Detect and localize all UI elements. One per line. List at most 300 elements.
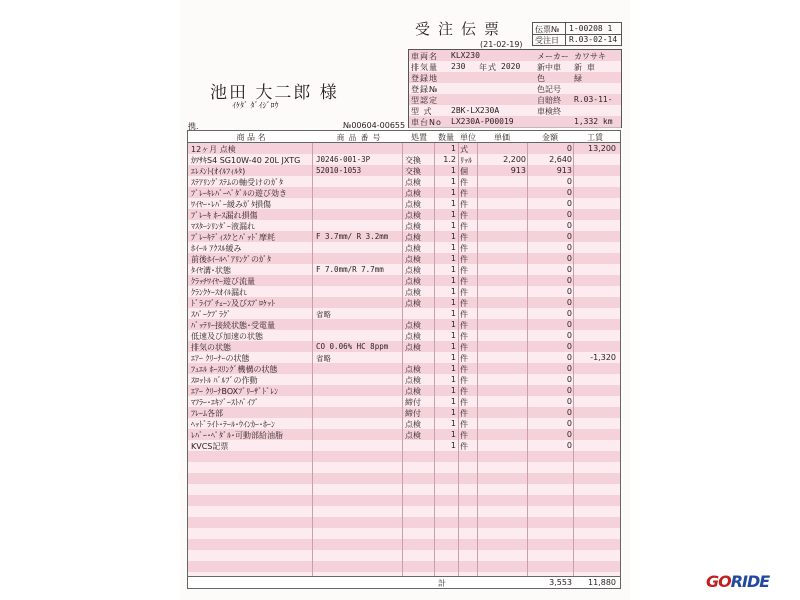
- cell-name: ﾌｭｴﾙ ﾎｰｽﾘﾝｸﾞ機構の状態: [191, 365, 278, 374]
- column-divider: [402, 330, 403, 341]
- column-divider: [402, 550, 403, 561]
- column-divider: [573, 187, 574, 198]
- cell-action: 締付: [405, 398, 421, 407]
- cell-amount: 0: [566, 144, 572, 153]
- table-row: [188, 374, 620, 385]
- cell-name: ｽﾛｯﾄﾙ ﾊﾞﾙﾌﾞの作動: [191, 376, 258, 385]
- column-divider: [458, 561, 459, 572]
- vehicle-value: 1,332 km: [574, 117, 613, 126]
- column-divider: [573, 495, 574, 506]
- column-divider: [458, 396, 459, 407]
- cell-price: 2,200: [503, 155, 526, 164]
- column-divider: [402, 352, 403, 363]
- column-divider: [477, 319, 478, 330]
- logo-go: GO: [706, 572, 731, 591]
- column-divider: [434, 176, 435, 187]
- column-divider: [573, 154, 574, 165]
- column-divider: [312, 363, 313, 374]
- column-divider: [573, 418, 574, 429]
- column-divider: [573, 440, 574, 451]
- cell-qty: 1: [450, 144, 456, 153]
- column-divider: [458, 539, 459, 550]
- cell-unit: 件: [460, 343, 468, 352]
- cell-action: 点検: [405, 299, 421, 308]
- table-row: [188, 341, 620, 352]
- total-labor: 11,880: [588, 578, 616, 587]
- column-divider: [402, 517, 403, 528]
- slip-value: R.03-02-14: [569, 35, 618, 44]
- cell-part: CO 0.06% HC 8ppm: [316, 342, 389, 351]
- document-date: (21-02-19): [480, 40, 523, 49]
- column-divider: [477, 407, 478, 418]
- cell-name: ﾌﾞﾚｰｷﾚﾊﾞｰﾍﾟﾀﾞﾙの遊び効き: [191, 189, 287, 198]
- column-divider: [573, 231, 574, 242]
- vehicle-label: 車台No: [411, 118, 442, 127]
- column-divider: [458, 429, 459, 440]
- column-divider: [434, 429, 435, 440]
- column-divider: [573, 242, 574, 253]
- column-divider: [458, 440, 459, 451]
- total-label: 計: [438, 579, 446, 588]
- column-divider: [477, 242, 478, 253]
- column-divider: [573, 484, 574, 495]
- cell-qty: 1: [450, 309, 456, 318]
- column-divider: [573, 297, 574, 308]
- table-row: [188, 319, 620, 330]
- cell-qty: 1: [450, 441, 456, 450]
- cell-unit: 件: [460, 233, 468, 242]
- document-title: 受注伝票: [415, 20, 508, 38]
- column-divider: [573, 473, 574, 484]
- table-row: [188, 352, 620, 363]
- cell-unit: 件: [460, 255, 468, 264]
- cell-amount: 0: [566, 254, 572, 263]
- cell-amount: 0: [566, 287, 572, 296]
- vehicle-label: 新中車: [537, 63, 561, 72]
- column-divider: [477, 517, 478, 528]
- column-divider: [458, 473, 459, 484]
- cell-unit: 件: [460, 222, 468, 231]
- table-row: [188, 231, 620, 242]
- cell-amount: 0: [566, 265, 572, 274]
- column-divider: [527, 539, 528, 550]
- column-divider: [312, 528, 313, 539]
- column-divider: [458, 209, 459, 220]
- cell-name: ｴﾚﾒﾝﾄ(ｵｲﾙﾌｨﾙﾀ): [191, 167, 246, 176]
- cell-qty: 1: [450, 166, 456, 175]
- cell-qty: 1: [450, 177, 456, 186]
- column-divider: [477, 385, 478, 396]
- table-row: [188, 550, 620, 561]
- column-divider: [402, 484, 403, 495]
- cell-name: ﾚﾊﾞｰ･ﾍﾟﾀﾞﾙ･可動部給油脂: [191, 431, 283, 440]
- column-divider: [458, 407, 459, 418]
- cell-name: ｽﾃｱﾘﾝｸﾞｽﾃﾑの軸受けのｶﾞﾀ: [191, 178, 283, 187]
- slip-label: 伝票№: [535, 25, 560, 34]
- table-row: [188, 429, 620, 440]
- column-divider: [477, 264, 478, 275]
- cell-name: ﾏﾌﾗｰ･ｴｷｿﾞｰｽﾄﾊﾟｲﾌﾟ: [191, 398, 259, 407]
- column-divider: [312, 407, 313, 418]
- column-divider: [477, 396, 478, 407]
- cell-unit: 件: [460, 398, 468, 407]
- slip-row: [533, 34, 621, 45]
- cell-name: 前後ﾎｲｰﾙﾍﾞｱﾘﾝｸﾞのｶﾞﾀ: [191, 255, 271, 264]
- column-divider: [402, 473, 403, 484]
- column-divider: [402, 418, 403, 429]
- header-labor: 工賃: [587, 133, 603, 142]
- table-row: [188, 253, 620, 264]
- table-row: [188, 297, 620, 308]
- column-divider: [434, 209, 435, 220]
- table-row: [188, 242, 620, 253]
- column-divider: [477, 473, 478, 484]
- column-divider: [458, 495, 459, 506]
- cell-unit: 件: [460, 288, 468, 297]
- column-divider: [402, 407, 403, 418]
- column-divider: [402, 308, 403, 319]
- column-divider: [573, 253, 574, 264]
- table-row: [188, 440, 620, 451]
- column-divider: [312, 352, 313, 363]
- table-row: [188, 363, 620, 374]
- cell-name: ﾌﾚｰﾑ各部: [191, 409, 223, 418]
- cell-part: 省略: [316, 354, 331, 363]
- column-divider: [312, 253, 313, 264]
- column-divider: [477, 484, 478, 495]
- column-divider: [312, 517, 313, 528]
- slip-value: 1-00208 1: [569, 24, 613, 33]
- cell-amount: 0: [566, 188, 572, 197]
- column-divider: [312, 374, 313, 385]
- cell-action: 点検: [405, 178, 421, 187]
- column-divider: [402, 187, 403, 198]
- cell-unit: 個: [460, 167, 468, 176]
- table-row: [188, 484, 620, 495]
- column-divider: [312, 220, 313, 231]
- table-row: [188, 528, 620, 539]
- column-divider: [312, 154, 313, 165]
- table-row: [188, 220, 620, 231]
- cell-amount: 0: [566, 177, 572, 186]
- column-divider: [458, 374, 459, 385]
- column-divider: [573, 363, 574, 374]
- cell-qty: 1: [450, 210, 456, 219]
- column-divider: [402, 539, 403, 550]
- cell-unit: 件: [460, 442, 468, 451]
- column-divider: [527, 451, 528, 462]
- vehicle-value: カワサキ: [574, 52, 606, 61]
- column-divider: [573, 506, 574, 517]
- column-divider: [477, 440, 478, 451]
- cell-unit: 件: [460, 266, 468, 275]
- document-number: №00604-00655: [343, 121, 406, 130]
- column-divider: [312, 561, 313, 572]
- header-price: 単価: [494, 133, 510, 142]
- column-divider: [402, 451, 403, 462]
- column-divider: [458, 143, 459, 154]
- column-divider: [434, 275, 435, 286]
- column-divider: [573, 374, 574, 385]
- column-divider: [458, 341, 459, 352]
- column-divider: [458, 308, 459, 319]
- column-divider: [402, 242, 403, 253]
- vehicle-label: 型 式: [411, 107, 433, 116]
- vehicle-label: 登録地: [411, 74, 438, 83]
- vehicle-value: KLX230: [451, 51, 480, 60]
- column-divider: [477, 341, 478, 352]
- column-divider: [434, 308, 435, 319]
- column-divider: [434, 187, 435, 198]
- column-divider: [458, 297, 459, 308]
- column-divider: [402, 176, 403, 187]
- cell-action: 点検: [405, 387, 421, 396]
- table-row: [188, 506, 620, 517]
- column-divider: [527, 506, 528, 517]
- cell-part: 省略: [316, 310, 331, 319]
- column-divider: [312, 275, 313, 286]
- table-row: [188, 396, 620, 407]
- column-divider: [402, 231, 403, 242]
- cell-qty: 1: [450, 298, 456, 307]
- column-divider: [477, 286, 478, 297]
- column-divider: [434, 165, 435, 176]
- table-row: [188, 275, 620, 286]
- column-divider: [402, 429, 403, 440]
- column-divider: [434, 253, 435, 264]
- column-divider: [527, 484, 528, 495]
- column-divider: [434, 264, 435, 275]
- cell-name: ｴｱｰ ｸﾘｰﾅBOXﾌﾞﾘｰｻﾞﾄﾞﾚﾝ: [191, 387, 279, 396]
- column-divider: [458, 220, 459, 231]
- table-row: [188, 517, 620, 528]
- column-divider: [477, 297, 478, 308]
- table-row: [188, 495, 620, 506]
- vehicle-label: 排気量: [411, 63, 438, 72]
- column-divider: [477, 209, 478, 220]
- cell-name: ﾌﾞﾚｰｷﾃﾞｨｽｸとﾊﾟｯﾄﾞ摩耗: [191, 233, 275, 242]
- cell-qty: 1: [450, 232, 456, 241]
- cell-action: 点検: [405, 211, 421, 220]
- column-divider: [573, 539, 574, 550]
- header-part: 商 品 番 号: [336, 133, 381, 142]
- cell-action: 点検: [405, 222, 421, 231]
- cell-name: ﾊﾞｯﾃﾘｰ接続状態･受電量: [191, 321, 275, 330]
- column-divider: [573, 429, 574, 440]
- column-divider: [402, 440, 403, 451]
- cell-unit: 件: [460, 310, 468, 319]
- column-divider: [312, 297, 313, 308]
- column-divider: [458, 550, 459, 561]
- column-divider: [312, 550, 313, 561]
- cell-action: 点検: [405, 332, 421, 341]
- total-amount: 3,553: [549, 578, 572, 587]
- column-divider: [312, 484, 313, 495]
- cell-amount: 0: [566, 342, 572, 351]
- cell-action: 点検: [405, 376, 421, 385]
- column-divider: [527, 550, 528, 561]
- cell-part: 52010-1053: [316, 166, 362, 175]
- column-divider: [573, 275, 574, 286]
- column-divider: [402, 374, 403, 385]
- column-divider: [312, 165, 313, 176]
- cell-amount: 0: [566, 243, 572, 252]
- slip-label: 受注日: [535, 36, 559, 45]
- column-divider: [458, 176, 459, 187]
- cell-unit: 件: [460, 189, 468, 198]
- column-divider: [434, 418, 435, 429]
- column-divider: [402, 286, 403, 297]
- column-divider: [434, 198, 435, 209]
- column-divider: [527, 561, 528, 572]
- column-divider: [434, 154, 435, 165]
- column-divider: [312, 264, 313, 275]
- logo-ride: RIDE: [730, 572, 770, 591]
- cell-name: ﾄﾞﾗｲﾌﾞﾁｪｰﾝ及びｽﾌﾟﾛｹｯﾄ: [191, 299, 275, 308]
- column-divider: [434, 385, 435, 396]
- table-row: [188, 154, 620, 165]
- cell-qty: 1: [450, 386, 456, 395]
- vehicle-label: 登録№: [411, 85, 439, 94]
- column-divider: [573, 385, 574, 396]
- column-divider: [434, 539, 435, 550]
- table-header: [188, 131, 620, 143]
- column-divider: [477, 176, 478, 187]
- column-divider: [458, 198, 459, 209]
- column-divider: [312, 341, 313, 352]
- vehicle-value: 2020: [501, 62, 521, 71]
- carry-label: 携.: [188, 122, 199, 131]
- column-divider: [573, 341, 574, 352]
- column-divider: [573, 165, 574, 176]
- table-row: [188, 187, 620, 198]
- column-divider: [458, 506, 459, 517]
- column-divider: [312, 440, 313, 451]
- vehicle-label: 車検終: [537, 107, 561, 116]
- column-divider: [458, 165, 459, 176]
- cell-action: 交換: [405, 167, 421, 176]
- cell-name: ｽﾊﾟｰｸﾌﾟﾗｸﾞ: [191, 310, 231, 319]
- cell-price: 913: [510, 166, 526, 175]
- line-items-table: [187, 130, 621, 584]
- cell-qty: 1: [450, 353, 456, 362]
- cell-amount: 0: [566, 232, 572, 241]
- cell-part: F 3.7mm/ R 3.2mm: [316, 232, 389, 241]
- cell-amount: 0: [566, 331, 572, 340]
- column-divider: [312, 308, 313, 319]
- column-divider: [402, 154, 403, 165]
- cell-unit: 件: [460, 321, 468, 330]
- column-divider: [477, 363, 478, 374]
- vehicle-label: 型認定: [411, 96, 438, 105]
- column-divider: [458, 352, 459, 363]
- cell-amount: 0: [566, 441, 572, 450]
- column-divider: [402, 319, 403, 330]
- column-divider: [434, 495, 435, 506]
- cell-qty: 1: [450, 265, 456, 274]
- column-divider: [402, 297, 403, 308]
- cell-action: 点検: [405, 200, 421, 209]
- vehicle-label: メーカー: [537, 52, 569, 61]
- column-divider: [434, 319, 435, 330]
- vehicle-label: 色: [537, 74, 545, 83]
- table-row: [188, 462, 620, 473]
- column-divider: [434, 561, 435, 572]
- site-logo: [706, 572, 769, 591]
- column-divider: [434, 517, 435, 528]
- cell-name: ｸﾗﾝｸｹｰｽｵｲﾙ漏れ: [191, 288, 247, 297]
- cell-qty: 1: [450, 364, 456, 373]
- cell-name: ｸﾗｯﾁﾜｲﾔｰ遊び流量: [191, 277, 255, 286]
- column-divider: [477, 539, 478, 550]
- customer-kana: ｲｹﾀﾞ ﾀﾞｲｼﾞﾛｳ: [232, 101, 279, 110]
- column-divider: [402, 264, 403, 275]
- column-divider: [573, 220, 574, 231]
- cell-amount: 0: [566, 210, 572, 219]
- vehicle-value: 230: [451, 62, 466, 71]
- cell-action: 点検: [405, 365, 421, 374]
- table-row: [188, 330, 620, 341]
- cell-unit: 件: [460, 376, 468, 385]
- column-divider: [402, 143, 403, 154]
- cell-name: 12ヶ月 点検: [191, 145, 236, 154]
- column-divider: [312, 187, 313, 198]
- header-qty: 数量: [438, 133, 454, 142]
- cell-action: 点検: [405, 244, 421, 253]
- cell-amount: 0: [566, 309, 572, 318]
- cell-name: ﾀｲﾔ溝･状態: [191, 266, 231, 275]
- column-divider: [434, 363, 435, 374]
- cell-action: 点検: [405, 431, 421, 440]
- column-divider: [573, 451, 574, 462]
- cell-action: 点検: [405, 233, 421, 242]
- cell-unit: 件: [460, 200, 468, 209]
- cell-qty: 1: [450, 375, 456, 384]
- column-divider: [477, 462, 478, 473]
- cell-action: 点検: [405, 420, 421, 429]
- cell-action: 交換: [405, 156, 421, 165]
- column-divider: [402, 363, 403, 374]
- column-divider: [434, 440, 435, 451]
- column-divider: [312, 506, 313, 517]
- column-divider: [312, 418, 313, 429]
- cell-qty: 1: [450, 221, 456, 230]
- column-divider: [477, 429, 478, 440]
- cell-unit: 式: [460, 145, 468, 154]
- column-divider: [477, 187, 478, 198]
- column-divider: [477, 352, 478, 363]
- column-divider: [312, 385, 313, 396]
- vehicle-info-box: [408, 49, 622, 128]
- column-divider: [434, 231, 435, 242]
- vehicle-value: R.03-11-: [574, 95, 613, 104]
- column-divider: [312, 396, 313, 407]
- cell-name: ﾍｯﾄﾞﾗｲﾄ･ﾃｰﾙ･ｳｲﾝｶｰ･ﾎｰﾝ: [191, 420, 275, 429]
- column-divider: [402, 561, 403, 572]
- column-divider: [477, 495, 478, 506]
- column-divider: [477, 253, 478, 264]
- column-divider: [527, 462, 528, 473]
- table-row: [188, 561, 620, 572]
- table-row: [188, 308, 620, 319]
- table-row: [188, 264, 620, 275]
- table-row: [188, 198, 620, 209]
- cell-amount: 0: [566, 298, 572, 307]
- cell-unit: 件: [460, 420, 468, 429]
- cell-qty: 1: [450, 331, 456, 340]
- header-action: 処置: [411, 133, 427, 142]
- vehicle-label: 年式: [479, 63, 497, 72]
